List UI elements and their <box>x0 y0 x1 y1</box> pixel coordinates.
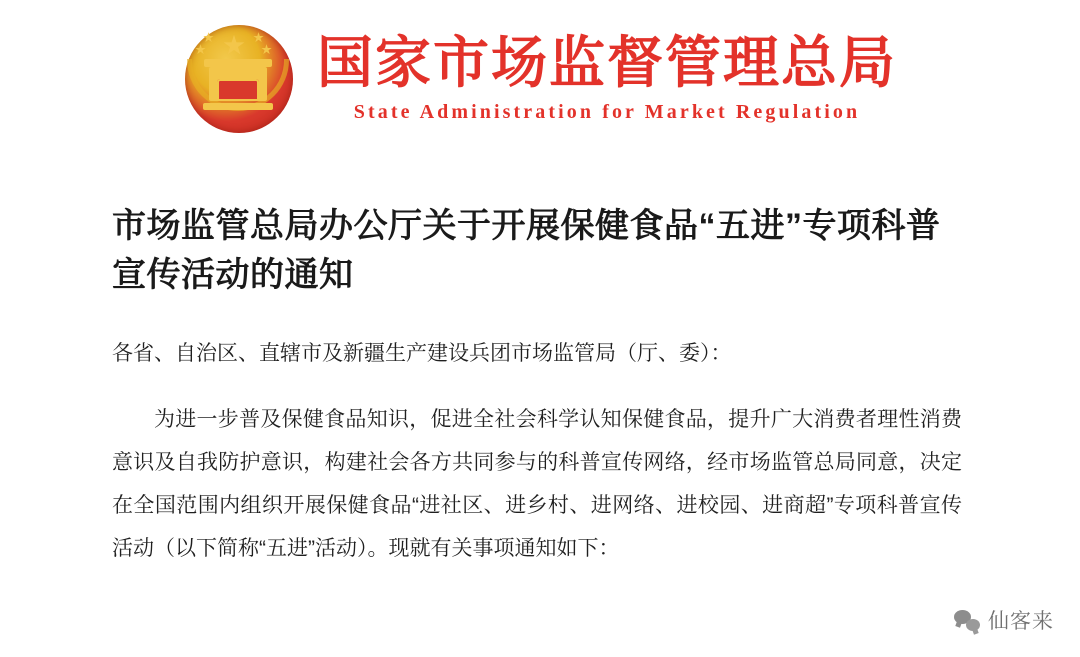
emblem-star-2: ★ <box>195 44 206 56</box>
emblem-star-1: ★ <box>203 32 214 44</box>
wechat-account-badge <box>954 605 1054 635</box>
wechat-account-name: 仙客来 <box>988 610 1054 633</box>
masthead <box>0 0 1080 150</box>
organization-name-chinese: 国家市场监督管理总局 <box>317 32 897 95</box>
national-emblem-icon <box>183 23 295 135</box>
wechat-bubble-secondary <box>966 619 980 631</box>
emblem-star-4: ★ <box>261 44 272 56</box>
emblem-base <box>203 103 273 110</box>
emblem-star-large: ★ <box>223 33 246 58</box>
document-salutation: 各省、自治区、直辖市及新疆生产建设兵团市场监管局（厅、委）： <box>112 341 732 365</box>
document-title: 市场监管总局办公厅关于开展保健食品“五进”专项科普宣传活动的通知 <box>112 207 941 295</box>
emblem-star-3: ★ <box>253 32 264 44</box>
emblem-tiananmen-gate <box>209 67 267 101</box>
document-content <box>0 150 1080 570</box>
document-body <box>0 150 1080 570</box>
masthead-text <box>317 34 897 124</box>
organization-name-english: State Administration for Market Regulation <box>353 101 861 124</box>
document-paragraph: 为进一步普及保健食品知识，促进全社会科学认知保健食品，提升广大消费者理性消费意识及自我防护意识，构建社会各方共同参与的科普宣传网络，经市场监管总局同意，决定在全国范围内组织开展保健食品“进社区、进乡村、进网络、进校园、进商超”专项科普宣传活动（以下简称“五进”活动）。现就有关事项通知如下： <box>112 408 962 561</box>
wechat-icon <box>954 609 980 631</box>
